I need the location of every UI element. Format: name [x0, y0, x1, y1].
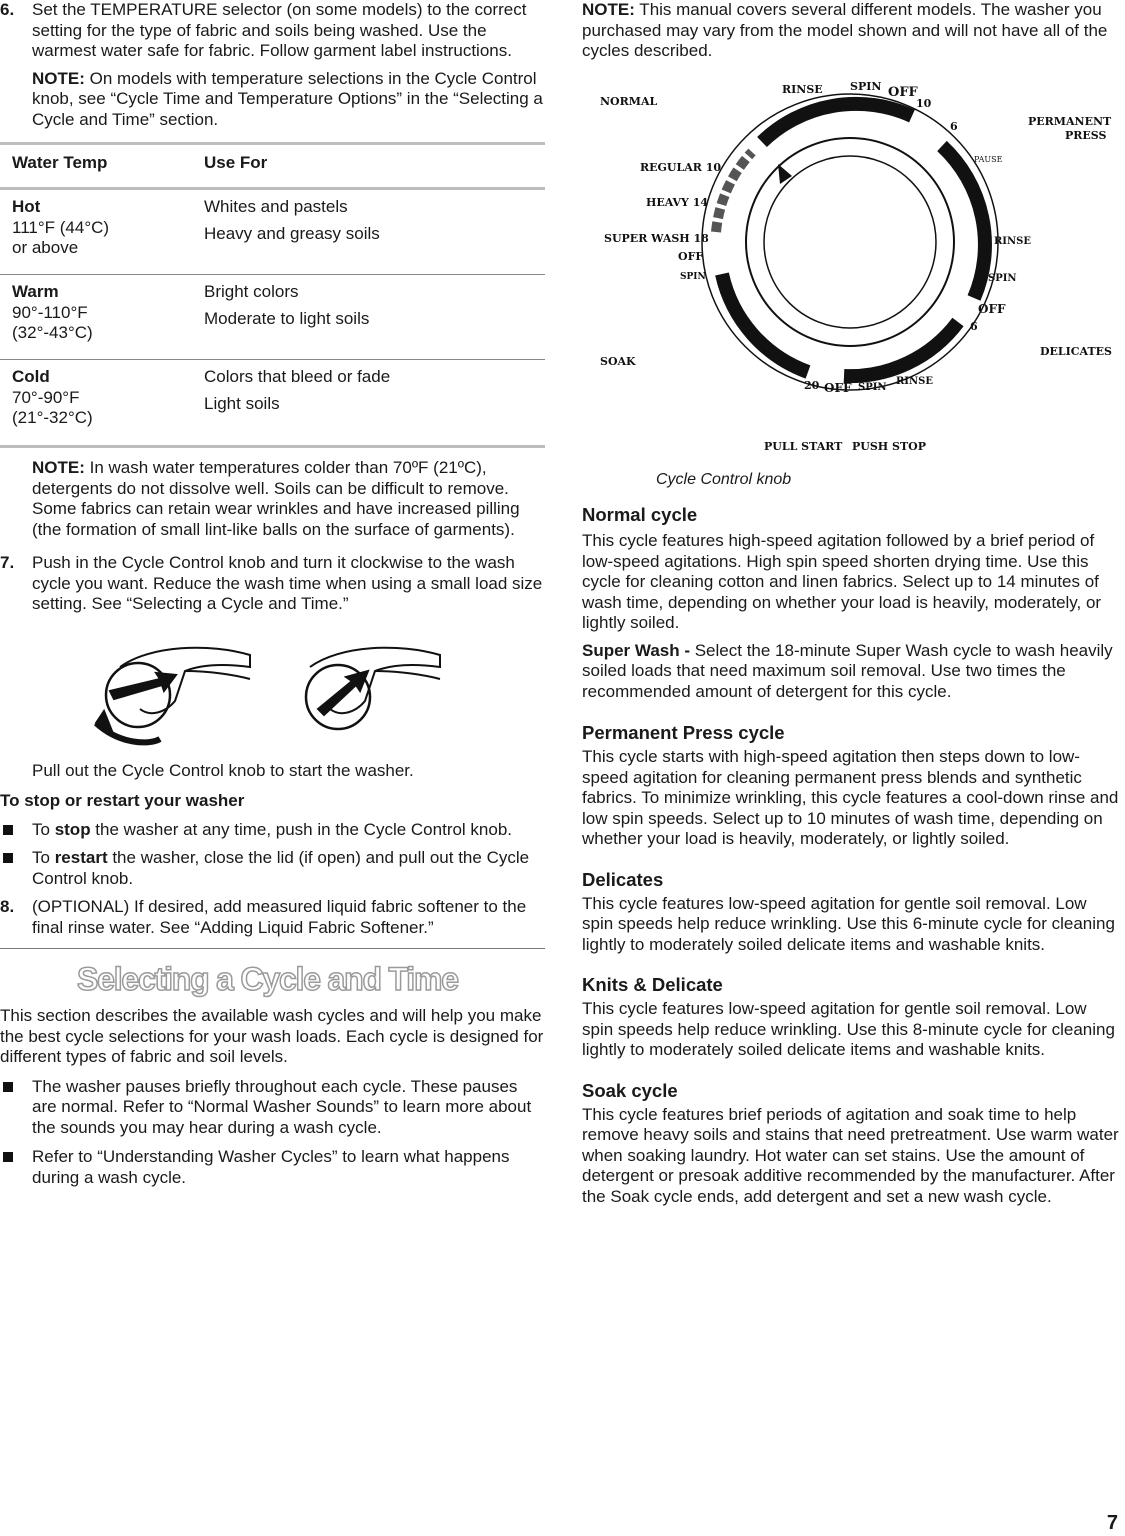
section-title: Selecting a Cycle and Time: [77, 961, 458, 997]
right-column: [582, 0, 1122, 1207]
bullet-stop: [0, 820, 545, 841]
step-8: [0, 897, 545, 938]
note-text: This manual covers several different models. The washer you purchased may vary from the model shown and will not have all of the cycles described.: [582, 0, 1108, 60]
cycle-control-knob-diagram: [582, 72, 1122, 472]
knob-caption: Cycle Control knob: [656, 470, 792, 488]
temp-range: 111°F (44°C): [12, 217, 110, 237]
step-6-note: [32, 69, 545, 131]
step-number: 6.: [0, 0, 15, 19]
bullet-text: Refer to “Understanding Washer Cycles” to learn what happens during a wash cycle.: [32, 1147, 510, 1187]
label-10: 10: [916, 96, 932, 110]
step-8-text: (OPTIONAL) If desired, add measured liquid fabric softener to the final rinse water. See “Adding Liquid Fabric Softener.”: [32, 897, 527, 937]
table-header-row: [0, 145, 545, 187]
label-spin-bottom: SPIN: [858, 381, 887, 393]
soak-arc: [722, 274, 808, 372]
bullet-text: The washer pauses briefly throughout each cycle. These pauses are normal. Refer to “Normal Washer Sounds” to learn more about the sounds you may hear during a wash cycle.: [32, 1076, 532, 1137]
label-soak: SOAK: [600, 354, 636, 368]
bullet-post: the washer, close the lid (if open) and pull out the Cycle Control knob.: [32, 848, 530, 888]
label-heavy: HEAVY 14: [646, 195, 709, 209]
super-wash-text: [582, 641, 1122, 703]
label-rinse: RINSE: [782, 82, 823, 96]
bullet-square-icon: [3, 1082, 13, 1092]
knob-dial: [746, 138, 954, 346]
label-20: 20: [804, 378, 820, 392]
use-for-item: Bright colors: [204, 282, 299, 301]
bullet-bold: stop: [54, 819, 91, 839]
heading-text: To stop or restart your washer: [0, 791, 245, 810]
bullet-square-icon: [3, 853, 13, 863]
super-wash-body: Select the 18-minute Super Wash cycle to wash heavily soiled loads that need maximum soil removal. Use two times the recommended amount of detergent for this cycle.: [582, 640, 1113, 701]
step-6-text: Set the TEMPERATURE selector (on some models) to the correct setting for the type of fabric and soils being washed. Use the warmest water safe for fabric. Follow garment label instructions.: [32, 0, 527, 60]
table-bottom-rule: [0, 445, 545, 448]
hand-pull-icon: [306, 647, 440, 728]
note-label: NOTE:: [32, 68, 85, 88]
water-temp-table: [0, 145, 545, 187]
label-off: OFF: [888, 84, 918, 100]
note-text: In wash water temperatures colder than 70ºF (21ºC), detergents do not dissolve well. Soils can be difficult to remove. Some fabrics can retain wear wrinkles and have increased pilling (the formation of small lint-like balls on the surface of garments).: [32, 458, 520, 539]
use-for-item: Moderate to light soils: [204, 308, 370, 328]
soak-text: This cycle features brief periods of agitation and soak time to help remove heavy soils and stains that need pretreatment. Use warm water when soaking laundry. Hot water can set stains. Use the amount of detergent or presoak additive recommended by the manufacturer. After the Soak cycle ends, add detergent and set a new wash cycle.: [582, 1104, 1119, 1206]
temp-name: Hot: [12, 197, 41, 216]
temp-range: 70°-90°F: [12, 387, 80, 407]
note-text: On models with temperature selections in the Cycle Control knob, see “Cycle Time and Temperature Options” in the “Selecting a Cycle and Time” section.: [32, 68, 543, 129]
label-normal: NORMAL: [600, 94, 658, 108]
models-note: [582, 0, 1122, 62]
super-wash-label: Super Wash -: [582, 640, 690, 660]
step-7: [0, 553, 545, 615]
label-rinse-right: RINSE: [994, 235, 1031, 247]
header-use-for: Use For: [204, 153, 268, 172]
step-6: [0, 0, 545, 130]
temp-name: Cold: [12, 367, 50, 386]
normal-cycle-text: This cycle features high-speed agitation followed by a brief period of low-speed agitations. High spin speed shorten drying time. Use this cycle for cleaning cotton and linen fabrics. Select up to 14 minutes of wash time, depending on whether your load is heavily, moderately, or lightly soiled.: [582, 531, 1102, 632]
permanent-press-text: This cycle starts with high-speed agitation then steps down to low-speed agitation for cleaning permanent press blends and synthetic fabrics. To minimize wrinkling, this cycle features a cool-down rinse and low spin speeds. Select up to 10 minutes of wash time, depending on whether your load is heavily, moderately, or lightly soiled.: [582, 747, 1119, 848]
water-temp-rows: [0, 275, 545, 359]
step-number: 7.: [0, 553, 15, 572]
label-regular: REGULAR 10: [640, 160, 722, 174]
section-rule: [0, 948, 545, 949]
delicates-arc: [844, 322, 958, 376]
bullet-pre: To: [32, 848, 55, 867]
bullet-pre: To: [32, 819, 55, 839]
note-label: NOTE:: [582, 0, 635, 19]
knits-heading: Knits & Delicate: [582, 974, 723, 995]
delicates-text: This cycle features low-speed agitation for gentle soil removal. Low spin speeds help reduce wrinkling. Use this 6-minute cycle for cleaning lightly to moderately soiled delicate items and washable knits.: [582, 893, 1115, 954]
knits-text: This cycle features low-speed agitation for gentle soil removal. Low spin speeds help reduce wrinkling. Use this 8-minute cycle for cleaning lightly to moderately soiled delicate items and washable knits.: [582, 999, 1115, 1059]
label-off-bottom: OFF: [824, 380, 852, 395]
label-delicates: DELICATES: [1040, 344, 1113, 358]
bullet-restart: [0, 848, 545, 889]
label-off-right: OFF: [978, 301, 1006, 316]
note-label: NOTE:: [32, 458, 85, 477]
section-intro: This section describes the available wash cycles and will help you make the best cycle selections for your wash loads. Each cycle is designed for different types of fabric and soil levels.: [0, 1006, 544, 1066]
note-temperature: [0, 458, 545, 540]
temp-range: (32°-43°C): [12, 323, 93, 342]
label-pull-start: PULL START: [764, 439, 843, 453]
label-spin-left: SPIN: [680, 271, 706, 282]
permanent-press-heading: Permanent Press cycle: [582, 722, 785, 743]
stop-restart-heading: [0, 791, 545, 812]
label-spin: SPIN: [850, 79, 882, 93]
bullet-square-icon: [3, 825, 13, 835]
bullet-text: [32, 820, 545, 841]
label-rinse-bottom: RINSE: [896, 375, 933, 387]
pull-out-text: Pull out the Cycle Control knob to start the washer.: [32, 760, 414, 780]
normal-cycle-heading: Normal cycle: [582, 504, 698, 525]
left-column: [0, 0, 545, 1188]
step-7-after: [0, 761, 545, 782]
temp-range: 90°-110°F: [12, 302, 88, 322]
table-row: [0, 190, 545, 274]
temp-name: Warm: [12, 282, 59, 301]
water-temp-rows: [0, 360, 545, 445]
knob-center: [764, 156, 936, 328]
label-pause: PAUSE: [974, 154, 1003, 164]
label-super-wash: SUPER WASH 18: [604, 231, 709, 245]
bullet-bold: restart: [54, 848, 108, 867]
bullet-pauses: [0, 1077, 545, 1139]
bullet-square-icon: [3, 1152, 13, 1162]
note-temperature-text: [32, 458, 545, 540]
use-for-item: Heavy and greasy soils: [204, 223, 380, 243]
header-water-temp: Water Temp: [12, 153, 108, 172]
soak-heading: Soak cycle: [582, 1079, 678, 1101]
step-number: 8.: [0, 897, 15, 916]
label-off-left: OFF: [678, 249, 704, 263]
delicates-heading: Delicates: [582, 868, 664, 890]
use-for-item: Colors that bleed or fade: [204, 367, 391, 386]
use-for-item: Light soils: [204, 393, 280, 413]
use-for-item: Whites and pastels: [204, 197, 348, 216]
temp-range: or above: [12, 238, 79, 257]
knob-turn-illustration: [0, 627, 545, 757]
label-6: 6: [950, 119, 958, 133]
label-spin-right: SPIN: [988, 272, 1017, 284]
temp-range: (21°-32°C): [12, 408, 93, 427]
label-6-right: 6: [970, 319, 978, 333]
bullet-post: the washer at any time, push in the Cycle Control knob.: [90, 819, 513, 839]
bullet-text: [32, 848, 545, 889]
bullet-understanding: [0, 1147, 545, 1188]
water-temp-rows: [0, 190, 545, 274]
table-row: [0, 360, 545, 445]
wash-time-segments: [716, 152, 752, 232]
page-number: 7: [1106, 1512, 1118, 1534]
label-press: PRESS: [1065, 128, 1107, 142]
table-row: [0, 275, 545, 359]
label-push-stop: PUSH STOP: [852, 439, 927, 453]
step-7-text: Push in the Cycle Control knob and turn it clockwise to the wash cycle you want. Reduce the wash time when using a small load size setting. See “Selecting a Cycle and Time.”: [32, 553, 543, 613]
label-permanent: PERMANENT: [1028, 114, 1112, 128]
hand-turn-icon: [96, 647, 250, 742]
